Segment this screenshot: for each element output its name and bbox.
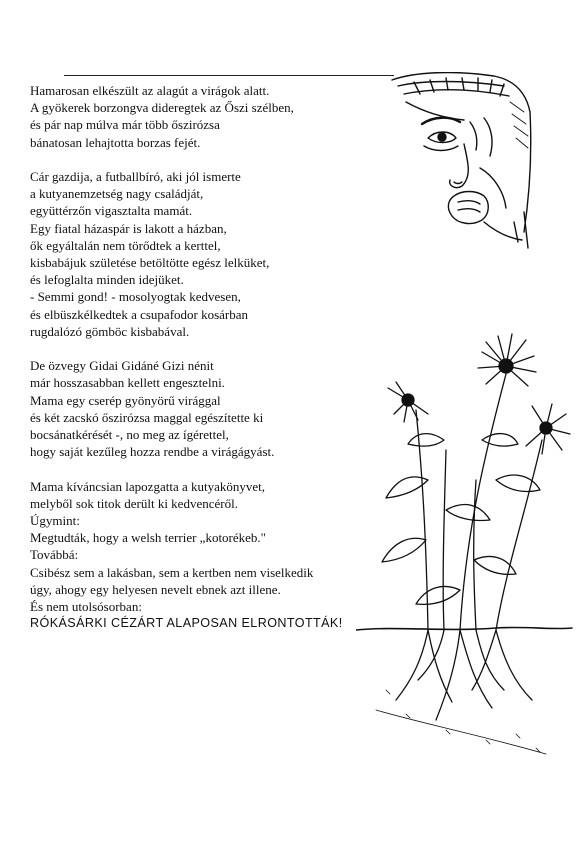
poem-line: Úgymint: <box>30 513 80 529</box>
poem-line: úgy, ahogy egy helyesen nevelt ebnek azt illene. <box>30 581 281 597</box>
poem-line: bocsánatkérését -, no meg az ígérettel, <box>30 427 229 443</box>
stanza-1 <box>30 82 400 151</box>
poem-line: együttérzőn vigasztalta mamát. <box>30 203 193 219</box>
poem-line: már hosszasabban kellett engesztelni. <box>30 375 225 391</box>
poem-line: és két zacskó őszirózsa maggal egészítette ki <box>30 409 264 425</box>
peeking-face-illustration <box>384 72 534 252</box>
poem-line: és lefoglalta minden idejüket. <box>30 272 184 288</box>
stanza-4 <box>30 478 400 633</box>
wilting-asters-illustration <box>356 330 576 760</box>
poem-line: Mama egy cserép gyönyörű virággal <box>30 392 221 408</box>
poem-line: Egy fiatal házaspár is lakott a házban, <box>30 220 227 236</box>
poem-line: a kutyanemzetség nagy családját, <box>30 186 204 202</box>
aster-flower-1 <box>478 334 536 386</box>
poem-line: Cár gazdija, a futballbíró, aki jól ismerte <box>30 169 241 184</box>
poem-line: Csibész sem a lakásban, sem a kertben nem viselkedik <box>30 564 314 580</box>
poem-line: Továbbá: <box>30 547 79 563</box>
aster-flower-2 <box>526 404 570 454</box>
stanza-2 <box>30 168 400 340</box>
poem-text <box>30 82 400 650</box>
poem-line: De özvegy Gidai Gidáné Gizi nénit <box>30 358 214 374</box>
poem-final-line: RÓKÁSÁRKI CÉZÁRT ALAPOSAN ELRONTOTTÁK! <box>30 616 343 631</box>
poem-line: Hamarosan elkészült az alagút a virágok alatt. <box>30 83 270 98</box>
poem-line: és elbüszkélkedtek a csupafodor kosárban <box>30 306 249 322</box>
poem-line: rugdalózó gömböc kisbabával. <box>30 323 190 339</box>
poem-line: és pár nap múlva már több őszirózsa <box>30 117 220 133</box>
poem-line: kisbabájuk születése betöltötte egész lelküket, <box>30 255 270 271</box>
poem-line: És nem utolsósorban: <box>30 599 142 615</box>
aster-flower-3 <box>388 382 428 422</box>
poem-line: hogy saját kezűleg hozza rendbe a virágágyást. <box>30 444 275 460</box>
stanza-3 <box>30 357 400 460</box>
poem-line: Mama kíváncsian lapozgatta a kutyakönyvet, <box>30 478 266 494</box>
poem-line: Megtudták, hogy a welsh terrier „kotorékeb." <box>30 530 266 546</box>
poem-line: bánatosan lehajtotta borzas fejét. <box>30 134 201 150</box>
poem-line: - Semmi gond! - mosolyogtak kedvesen, <box>30 289 241 305</box>
poem-line: A gyökerek borzongva dideregtek az Őszi szélben, <box>30 100 294 116</box>
poem-line: ők egyáltalán nem törődtek a kerttel, <box>30 237 221 253</box>
top-divider-line <box>64 75 394 76</box>
poem-line: melyből sok titok derült ki kedvencéről. <box>30 495 238 511</box>
